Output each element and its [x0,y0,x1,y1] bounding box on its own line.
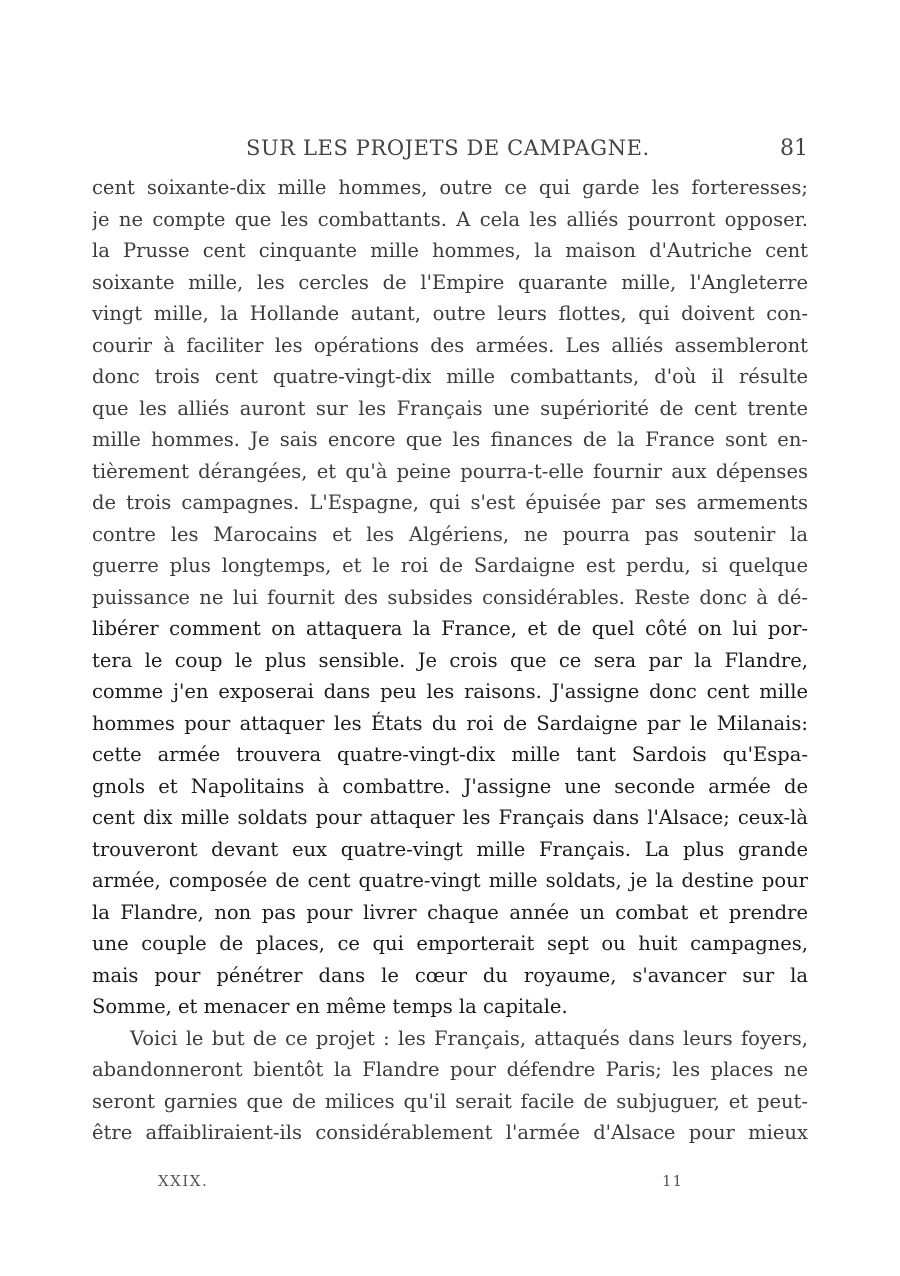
text-line: cent soixante-dix mille hommes, outre ce qui garde les forteresses; [92,176,808,199]
text-line: abandonneront bientôt la Flandre pour défendre Paris; les places ne [92,1058,808,1081]
text-line: hommes pour attaquer les États du roi de Sardaigne par le Milanais: [92,711,808,735]
text-line: vingt mille, la Hollande autant, outre leurs flottes, qui doivent con- [92,302,808,325]
signature-volume: XXIX. [158,1172,209,1190]
text-line: mais pour pénétrer dans le cœur du royaume, s'avancer sur la [92,963,808,987]
text-line: cette armée trouvera quatre-vingt-dix mille tant Sardois qu'Espa- [92,743,808,766]
signature-sheet: 11 [662,1172,684,1190]
text-line: courir à faciliter les opérations des armées. Les alliés assembleront [92,333,808,357]
text-line: Somme, et menacer en même temps la capitale. [92,995,568,1018]
text-line: tera le coup le plus sensible. Je crois que ce sera par la Flandre, [92,648,808,672]
text-line: cent dix mille soldats pour attaquer les Français dans l'Alsace; ceux-là [92,806,808,829]
page-number: 81 [780,136,808,161]
paragraph-2 [92,1023,808,1149]
text-line: trouveront devant eux quatre-vingt mille Français. La plus grande [92,837,808,861]
text-line: la Flandre, non pas pour livrer chaque année un combat et prendre [92,900,808,924]
running-head [92,136,808,166]
text-line: Voici le but de ce projet : les Français, attaqués dans leurs foyers, [130,1026,808,1050]
text-line: comme j'en exposerai dans peu les raisons. J'assigne donc cent mille [92,680,808,703]
text-line: de trois campagnes. L'Espagne, qui s'est épuisée par ses armements [92,491,808,514]
text-line: mille hommes. Je sais encore que les finances de la France sont en- [92,428,808,451]
text-line: seront garnies que de milices qu'il serait facile de subjuguer, et peut- [92,1089,808,1113]
text-line: puissance ne lui fournit des subsides considérables. Reste donc à dé- [92,585,808,609]
text-line: une couple de places, ce qui emporterait sept ou huit campagnes, [92,932,808,955]
text-line: être affaibliraient-ils considérablement l'armée d'Alsace pour mieux [92,1121,808,1144]
running-title: SUR LES PROJETS DE CAMPAGNE. [246,136,650,160]
text-line: donc trois cent quatre-vingt-dix mille combattants, d'où il résulte [92,365,808,388]
text-line: soixante mille, les cercles de l'Empire quarante mille, l'Angleterre [92,270,808,294]
text-line: que les alliés auront sur les Français une supériorité de cent trente [92,396,808,420]
text-line: contre les Marocains et les Algériens, ne pourra pas soutenir la [92,522,808,546]
body-text [92,172,808,1149]
text-line: tièrement dérangées, et qu'à peine pourra-t-elle fournir aux dépenses [92,459,808,483]
page-footer [92,1172,808,1196]
text-line: la Prusse cent cinquante mille hommes, la maison d'Autriche cent [92,239,808,262]
text-line: gnols et Napolitains à combattre. J'assigne une seconde armée de [92,774,808,798]
paragraph-1 [92,172,808,1023]
text-line: guerre plus longtemps, et le roi de Sardaigne est perdu, si quelque [92,554,808,577]
text-line: je ne compte que les combattants. A cela les alliés pourront opposer. [92,207,808,231]
text-line: armée, composée de cent quatre-vingt mille soldats, je la destine pour [92,869,808,892]
text-line: libérer comment on attaquera la France, et de quel côté on lui por- [92,617,808,640]
